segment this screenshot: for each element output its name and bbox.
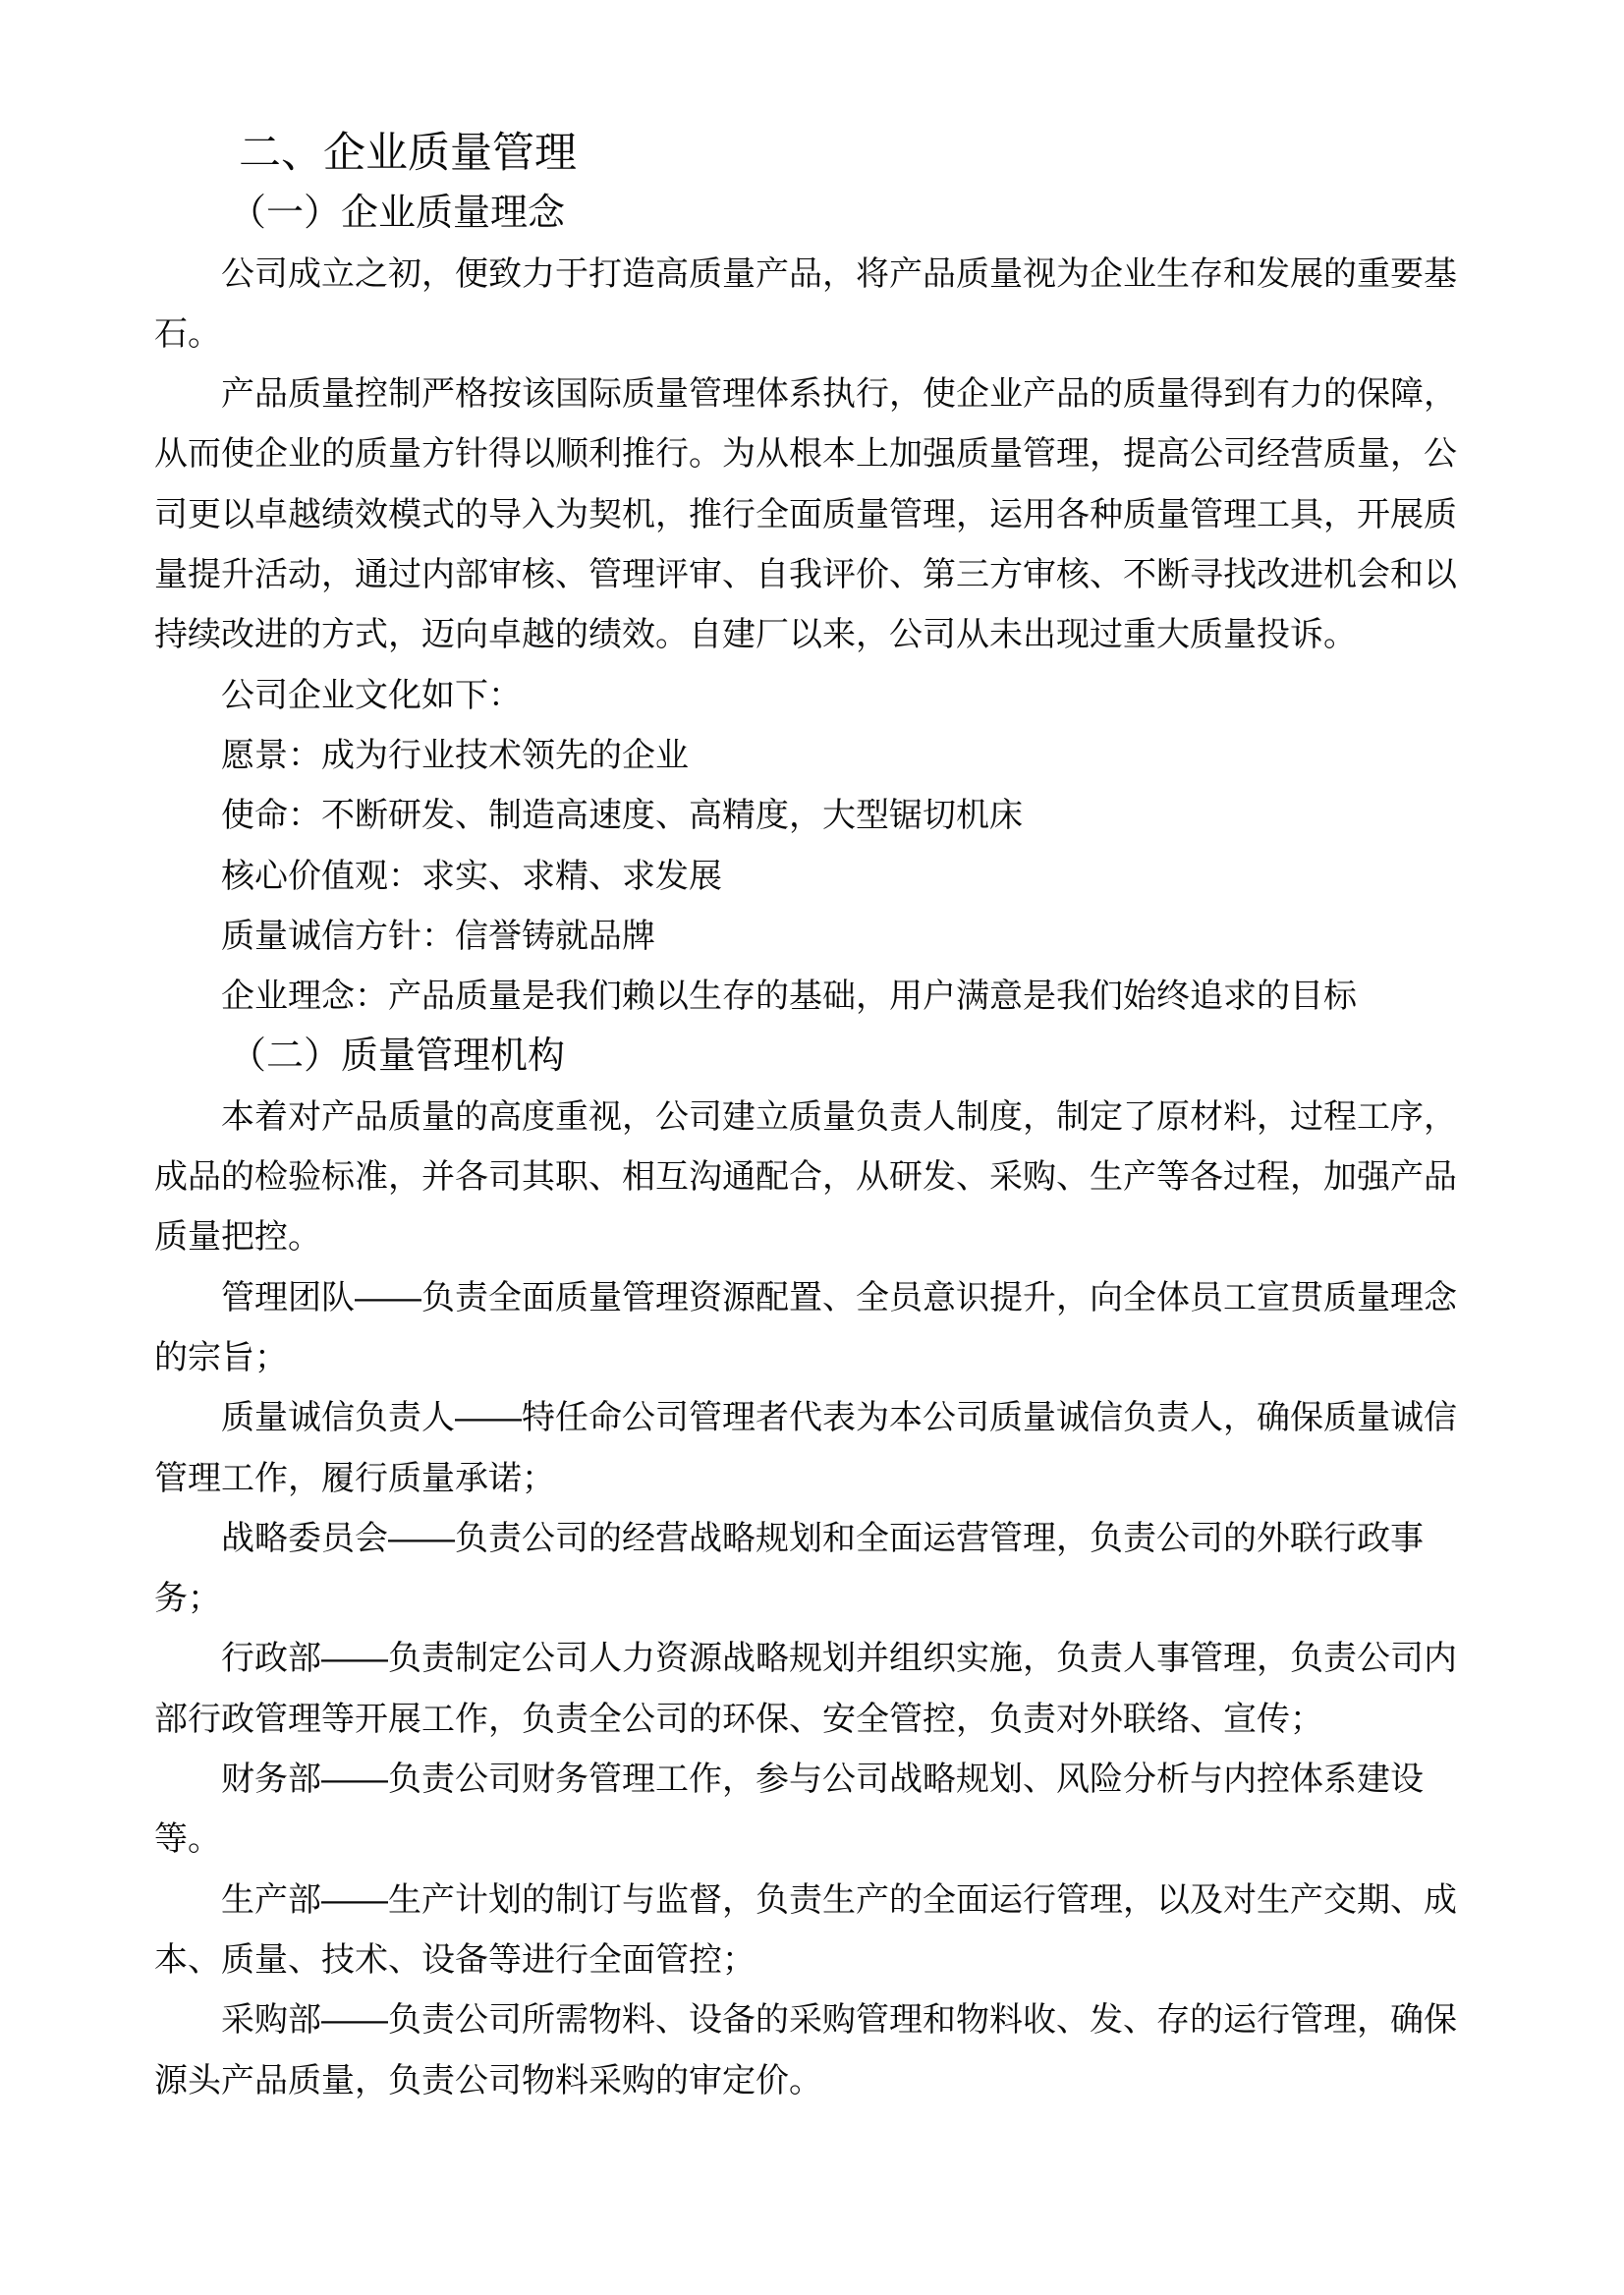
section-1-paragraph-vision: 愿景：成为行业技术领先的企业 bbox=[221, 736, 689, 774]
section-2-paragraph-admin-dept: 行政部——负责制定公司人力资源战略规划并组织实施，负责人事管理，负责公司内部行政管理等开展工作，负责全公司的环保、安全管控，负责对外联络、宣传； bbox=[154, 1640, 1457, 1738]
section-1-paragraph-philosophy: 企业理念：产品质量是我们赖以生存的基础，用户满意是我们始终追求的目标 bbox=[221, 978, 1357, 1016]
section-1-paragraph: 公司企业文化如下： bbox=[221, 676, 522, 714]
section-2-paragraph-quality-integrity-lead: 质量诚信负责人——特任命公司管理者代表为本公司质量诚信负责人，确保质量诚信管理工作，履行质量承诺； bbox=[154, 1399, 1457, 1497]
section-2-paragraph-management-team: 管理团队——负责全面质量管理资源配置、全员意识提升，向全体员工宣贯质量理念的宗旨； bbox=[154, 1278, 1457, 1376]
section-2-paragraph: 本着对产品质量的高度重视，公司建立质量负责人制度，制定了原材料，过程工序，成品的检验标准，并各司其职、相互沟通配合，从研发、采购、生产等各过程，加强产品质量把控。 bbox=[154, 1097, 1457, 1257]
section-2-paragraph-purchasing-dept: 采购部——负责公司所需物料、设备的采购管理和物料收、发、存的运行管理，确保源头产品质量，负责公司物料采购的审定价。 bbox=[154, 2001, 1457, 2099]
section-1-paragraph-quality-policy: 质量诚信方针：信誉铸就品牌 bbox=[221, 917, 655, 955]
section-1-paragraph: 产品质量控制严格按该国际质量管理体系执行，使企业产品的质量得到有力的保障，从而使企业的质量方针得以顺利推行。为从根本上加强质量管理，提高公司经营质量，公司更以卓越绩效模式的导入为契机，推行全面质量管理，运用各种质量管理工具，开展质量提升活动，通过内部审核、管理评审、自我评价、第三方审核、不断寻找改进机会和以持续改进的方式，迈向卓越的绩效。自建厂以来，公司从未出现过重大质量投诉。 bbox=[154, 375, 1457, 654]
section-1-paragraph-core-values: 核心价值观：求实、求精、求发展 bbox=[221, 857, 722, 895]
section-2-paragraph-strategy-committee: 战略委员会——负责公司的经营战略规划和全面运营管理，负责公司的外联行政事务； bbox=[154, 1519, 1424, 1618]
section-1-paragraph: 公司成立之初，便致力于打造高质量产品，将产品质量视为企业生存和发展的重要基石。 bbox=[154, 254, 1457, 353]
section-1-subheading: （一）企业质量理念 bbox=[229, 193, 566, 235]
document-heading: 二、企业质量管理 bbox=[239, 130, 577, 177]
section-2-paragraph-finance-dept: 财务部——负责公司财务管理工作，参与公司战略规划、风险分析与内控体系建设等。 bbox=[154, 1761, 1424, 1859]
section-2-subheading: （二）质量管理机构 bbox=[229, 1036, 566, 1078]
section-2-paragraph-production-dept: 生产部——生产计划的制订与监督，负责生产的全面运行管理，以及对生产交期、成本、质量、技术、设备等进行全面管控； bbox=[154, 1880, 1457, 1979]
section-1-paragraph-mission: 使命：不断研发、制造高速度、高精度，大型锯切机床 bbox=[221, 797, 1023, 835]
